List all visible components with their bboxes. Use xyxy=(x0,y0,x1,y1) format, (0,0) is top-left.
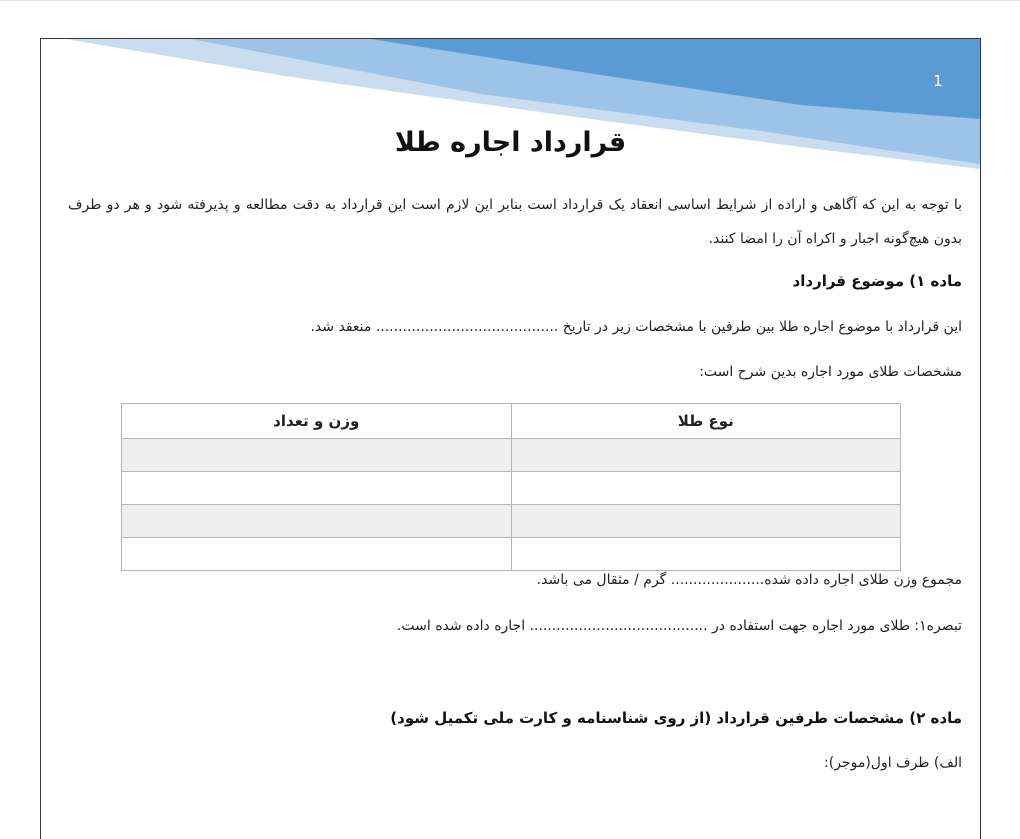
table-cell xyxy=(122,472,512,505)
table-header-gold-type: نوع طلا xyxy=(511,404,901,439)
document-title: قرارداد اجاره طلا xyxy=(394,127,627,158)
note1-line: تبصره۱: طلای مورد اجاره جهت استفاده در ........................................ اجاره داده شده است. xyxy=(396,618,962,634)
table-cell xyxy=(511,505,901,538)
table-cell xyxy=(122,439,512,472)
article2-heading: ماده ۲) مشخصات طرفین قرارداد (از روی شناسنامه و کارت ملی تکمیل شود) xyxy=(390,709,962,727)
table-header-weight-count: وزن و تعداد xyxy=(122,404,512,439)
article1-heading: ماده ۱) موضوع قرارداد xyxy=(792,272,962,290)
page-number: 1 xyxy=(933,72,943,90)
intro-paragraph: با توجه به این که آگاهی و اراده از شرایط اساسی انعقاد یک قرارداد است بنابر این لازم است این قرارداد به دقت مطالعه و پذیرفته شود و هر دو طرف بدون هیچ‌گونه اجبار و اکراه آن را امضا کنند. xyxy=(68,197,962,247)
table-cell xyxy=(511,472,901,505)
table-row xyxy=(122,439,901,472)
document-page xyxy=(40,38,981,839)
table-row xyxy=(122,472,901,505)
table-cell xyxy=(511,538,901,571)
table-cell xyxy=(122,538,512,571)
article1-line2: مشخصات طلای مورد اجاره بدین شرح است: xyxy=(699,364,962,380)
table-header-row xyxy=(122,404,901,439)
table-cell xyxy=(511,439,901,472)
viewer-top-border xyxy=(0,0,1020,1)
party-a-label: الف) طرف اول(موجر): xyxy=(824,755,962,771)
header-banner xyxy=(41,39,980,179)
total-weight-line: مجموع وزن طلای اجاره داده شده..................... گرم / مثقال می باشد. xyxy=(536,572,962,588)
table-row xyxy=(122,538,901,571)
gold-spec-table xyxy=(121,403,901,571)
article1-line1: این قرارداد با موضوع اجاره طلا بین طرفین با مشخصات زیر در تاریخ ......................................... منعقد شد. xyxy=(310,319,962,335)
table-cell xyxy=(122,505,512,538)
table-row xyxy=(122,505,901,538)
